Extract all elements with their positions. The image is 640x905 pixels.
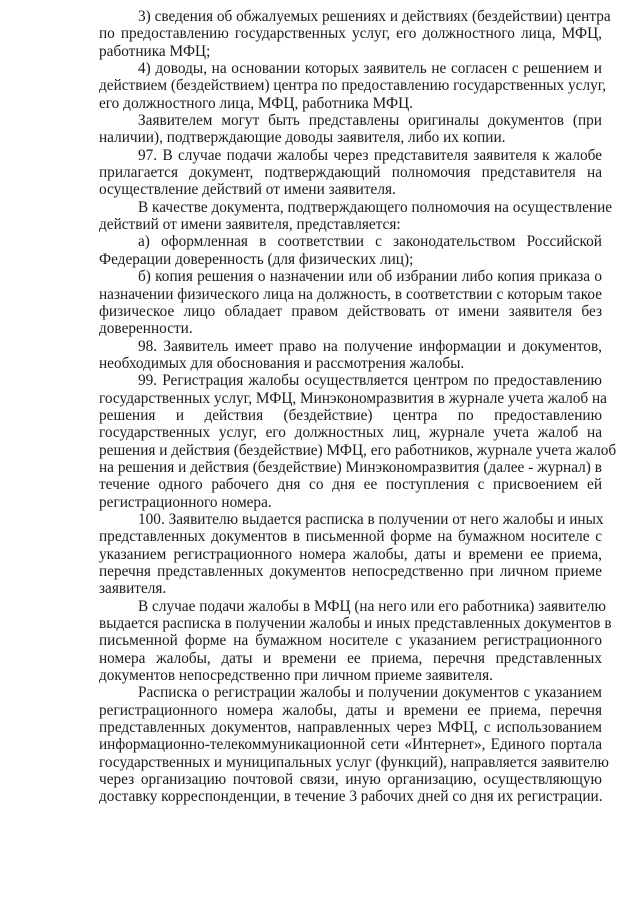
text-line: доверенности. xyxy=(99,320,193,338)
paragraph xyxy=(99,372,617,511)
text-line: В случае подачи жалобы в МФЦ (на него или его работника) заявителю xyxy=(138,597,606,615)
text-line: физическое лицо обладает правом действовать от имени заявителя без xyxy=(99,302,602,320)
text-line: представленных документов, направленных через МФЦ, с использованием xyxy=(99,719,602,737)
text-line: государственных услуг, МФЦ, Минэкономразвития в журнале учета жалоб на xyxy=(99,389,607,407)
text-line: государственных услуг, его должностных лиц, журнале учета жалоб на xyxy=(99,424,602,442)
text-line: решения и действия (бездействие) МФЦ, его работников, журнале учета жалоб xyxy=(99,441,617,459)
paragraph xyxy=(99,60,607,112)
text-line: необходимых для обоснования и рассмотрения жалобы. xyxy=(99,354,465,372)
paragraph xyxy=(99,338,602,373)
paragraph xyxy=(99,684,609,806)
text-line: заявителя. xyxy=(99,580,167,598)
paragraph xyxy=(99,597,612,685)
text-line: Заявителем могут быть представлены оригиналы документов (при xyxy=(138,112,602,130)
text-line: В качестве документа, подтверждающего полномочия на осуществление xyxy=(138,198,613,216)
paragraph xyxy=(99,112,602,147)
text-line: его должностного лица, МФЦ, работника МФЦ. xyxy=(99,94,413,112)
text-line: по предоставлению государственных услуг, его должностного лица, МФЦ, xyxy=(99,25,602,43)
text-line: 97. В случае подачи жалобы через представителя заявителя к жалобе xyxy=(138,146,602,164)
document-page xyxy=(99,8,617,806)
paragraph xyxy=(99,233,602,268)
text-line: документов непосредственно при личном приеме заявителя. xyxy=(99,667,493,685)
text-line: 99. Регистрация жалобы осуществляется центром по предоставлению xyxy=(138,372,602,390)
paragraph xyxy=(99,511,602,598)
text-line: государственных и муниципальных услуг (функций), направляется заявителю xyxy=(99,753,609,771)
text-line: 98. Заявитель имеет право на получение информации и документов, xyxy=(138,337,602,355)
text-line: б) копия решения о назначении или об избрании либо копия приказа о xyxy=(138,268,602,286)
text-line: решения и действия (бездействие) центра по предоставлению xyxy=(99,406,602,424)
text-line: работника МФЦ; xyxy=(99,42,211,60)
text-line: информационно-телекоммуникационной сети «Интернет», Единого портала xyxy=(99,736,602,754)
text-line: течение одного рабочего дня со дня ее поступления с присвоением ей xyxy=(99,476,602,494)
text-line: действием (бездействием) центра по предоставлению государственных услуг, xyxy=(99,77,607,95)
text-line: письменной форме на бумажном носителе с указанием регистрационного xyxy=(99,632,602,650)
paragraph xyxy=(99,268,602,337)
text-line: наличии), подтверждающие доводы заявителя, либо их копии. xyxy=(99,129,506,147)
text-line: 100. Заявителю выдается расписка в получении от него жалобы и иных xyxy=(138,510,604,528)
text-line: Федерации доверенность (для физических лиц); xyxy=(99,250,414,268)
text-line: осуществление действий от имени заявителя. xyxy=(99,181,396,199)
text-line: назначении физического лица на должность, в соответствии с которым такое xyxy=(99,285,602,303)
paragraph xyxy=(99,8,611,60)
text-line: Расписка о регистрации жалобы и получении документов с указанием xyxy=(138,684,602,702)
text-line: регистрационного номера. xyxy=(99,493,272,511)
text-line: выдается расписка в получении жалобы и иных представленных документов в xyxy=(99,615,612,633)
paragraph xyxy=(99,198,613,234)
text-line: доставку корреспонденции, в течение 3 рабочих дней со дня их регистрации. xyxy=(99,788,603,806)
text-line: указанием регистрационного номера жалобы, даты и времени ее приема, xyxy=(99,545,602,563)
text-line: действий от имени заявителя, представляется: xyxy=(99,216,401,234)
text-line: через организацию почтовой связи, иную организацию, осуществляющую xyxy=(99,771,602,789)
text-line: номера жалобы, даты и времени ее приема, перечня представленных xyxy=(99,649,602,667)
text-line: 4) доводы, на основании которых заявитель не согласен с решением и xyxy=(138,60,602,78)
text-line: перечня представленных документов непосредственно при личном приеме xyxy=(99,563,602,580)
text-line: представленных документов в письменной форме на бумажном носителе с xyxy=(99,528,602,546)
text-line: на решения и действия (бездействие) Минэкономразвития (далее - журнал) в xyxy=(99,458,602,476)
paragraph xyxy=(99,147,602,199)
text-line: 3) сведения об обжалуемых решениях и действиях (бездействии) центра xyxy=(138,8,611,25)
text-line: а) оформленная в соответствии с законодательством Российской xyxy=(138,233,602,251)
text-line: регистрационного номера жалобы, даты и времени ее приема, перечня xyxy=(99,701,602,719)
text-line: прилагается документ, подтверждающий полномочия представителя на xyxy=(99,164,602,182)
